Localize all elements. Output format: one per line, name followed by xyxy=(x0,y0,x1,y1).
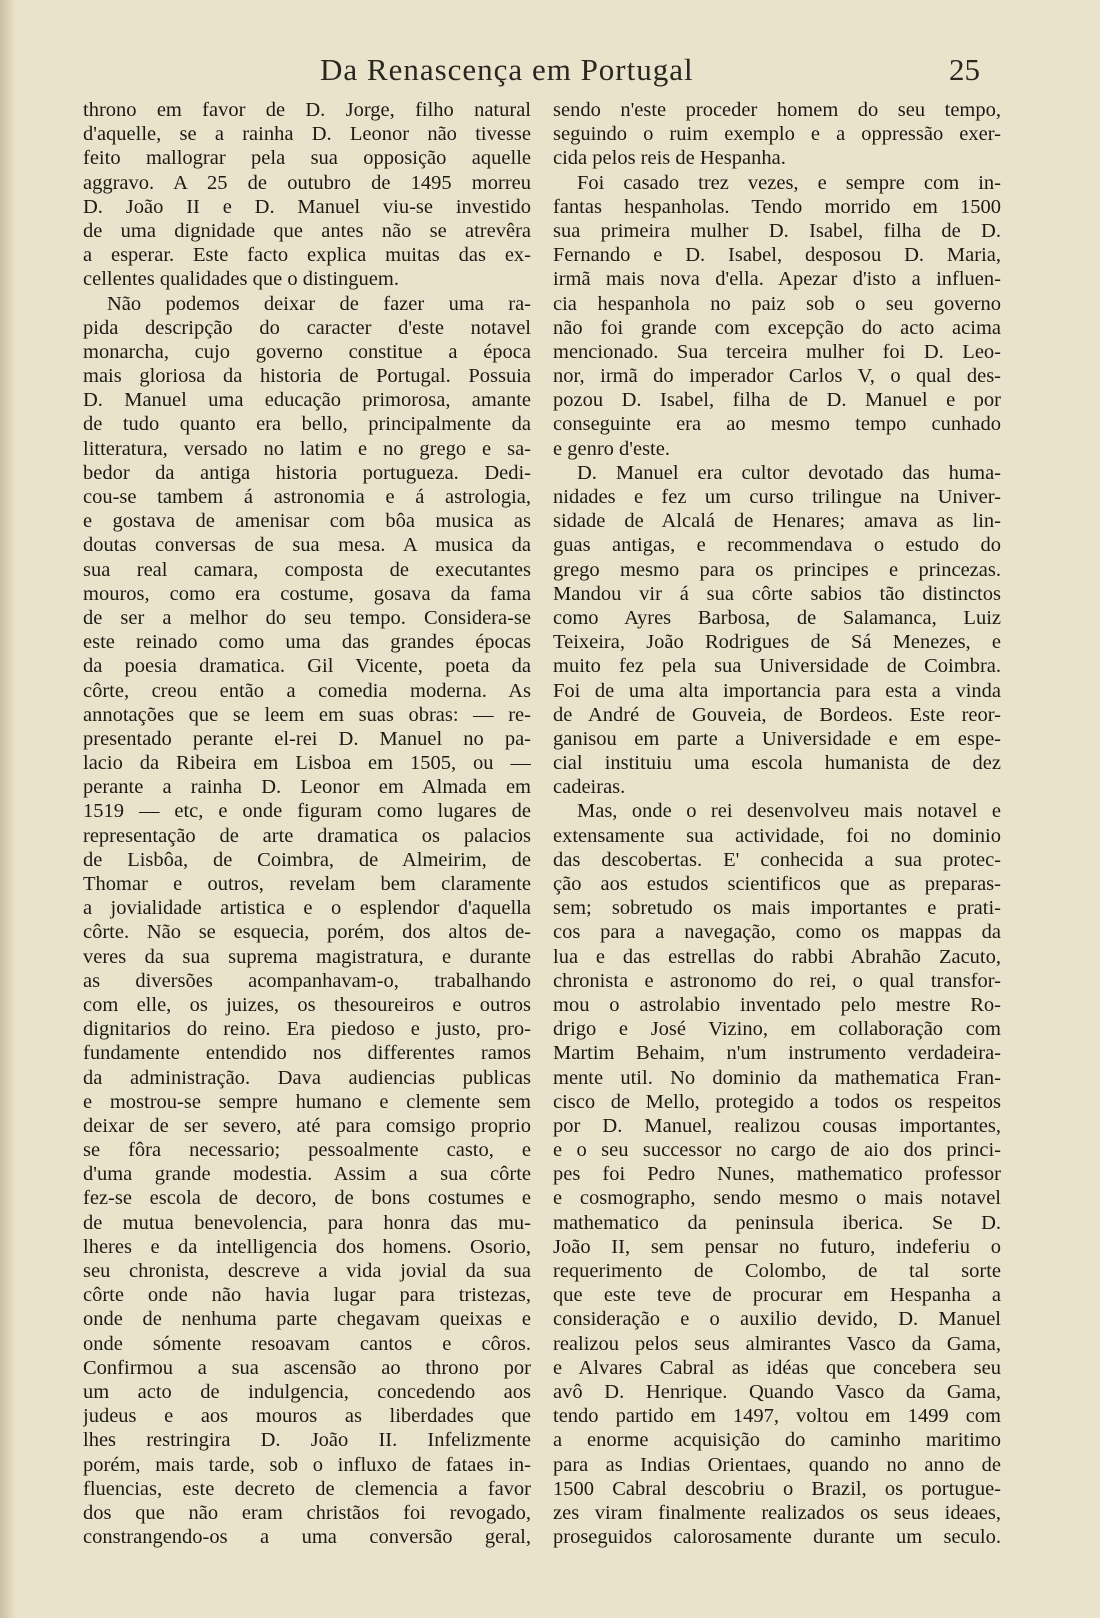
text-line: cia hespanhola no paiz sob o seu governo xyxy=(553,292,1001,315)
text-line: com elle, os juizes, os thesoureiros e outros xyxy=(83,993,531,1016)
text-line: nidades e fez um curso trilingue na Univer- xyxy=(553,486,1001,508)
text-line: seguindo o ruim exemplo e a oppressão exer- xyxy=(553,123,1001,146)
text-line: onde de nenhuma parte chegavam queixas e xyxy=(83,1308,531,1331)
page-header xyxy=(320,52,980,92)
text-line: zes viram finalmente realizados os seus ideaes, xyxy=(553,1501,1001,1524)
text-line: cellentes qualidades que o distinguem. xyxy=(83,268,399,291)
text-line: e mostrou-se sempre humano e clemente sem xyxy=(83,1090,531,1113)
text-line: Foi casado trez vezes, e sempre com in- xyxy=(577,171,1001,194)
text-line: cou-se tambem á astronomia e á astrologia, xyxy=(83,486,531,508)
text-line: consideração e o auxilio devido, D. Manuel xyxy=(553,1308,1001,1331)
text-line: como Ayres Barbosa, de Salamanca, Luiz xyxy=(553,606,1001,629)
text-line: Foi de uma alta importancia para esta a vinda xyxy=(553,679,1001,702)
text-line: lheres e da intelligencia dos homens. Osorio, xyxy=(83,1235,531,1258)
text-line: D. Manuel uma educação primorosa, amante xyxy=(83,389,531,412)
text-line: côrte. Não se esquecia, porém, dos altos de- xyxy=(83,921,531,944)
text-line: lua e das estrellas do rabbi Abrahão Zacuto, xyxy=(553,945,1001,968)
text-line: deixar de ser severo, até para comsigo proprio xyxy=(83,1114,531,1137)
text-line: fantas hespanholas. Tendo morrido em 1500 xyxy=(553,195,1001,218)
text-line: e o seu successor no cargo de aio dos princi- xyxy=(553,1139,1001,1162)
text-line: de André de Gouveia, de Bordeos. Este reor- xyxy=(553,703,1001,726)
text-line: D. Manuel era cultor devotado das huma- xyxy=(577,461,1001,484)
text-line: onde sómente resoavam cantos e côros. xyxy=(83,1332,531,1355)
text-line: guas antigas, e recommendava o estudo do xyxy=(553,534,1001,557)
text-line: côrte onde não havia lugar para tristezas, xyxy=(83,1284,531,1307)
text-line: da administração. Dava audiencias publicas xyxy=(83,1066,531,1089)
running-title: Da Renascença em Portugal xyxy=(320,52,694,87)
text-line: das descobertas. E' conhecida a sua protec- xyxy=(553,848,1001,871)
text-line: sua real camara, composta de executantes xyxy=(83,558,531,581)
text-line: Fernando e D. Isabel, desposou D. Maria, xyxy=(553,244,1001,267)
text-line: monarcha, cujo governo constitue a época xyxy=(83,340,531,363)
text-line: avô D. Henrique. Quando Vasco da Gama, xyxy=(553,1380,1001,1403)
text-line: lhes restringira D. João II. Infelizmente xyxy=(83,1429,531,1452)
text-line: requerimento de Colombo, de tal sorte xyxy=(553,1260,1001,1282)
text-line: feito mallograr pela sua opposição aquelle xyxy=(83,147,531,170)
text-line: não foi grande com excepção do acto acima xyxy=(553,316,1001,339)
text-line: 1500 Cabral descobriu o Brazil, os portugue- xyxy=(553,1477,1001,1500)
text-line: sua primeira mulher D. Isabel, filha de D. xyxy=(553,219,1001,242)
text-line: e cosmographo, sendo mesmo o mais notavel xyxy=(553,1187,1001,1210)
page-binding-shadow xyxy=(0,0,16,1618)
text-line: drigo e José Vizino, em collaboração com xyxy=(553,1018,1001,1041)
text-line: grego mesmo para os principes e princezas. xyxy=(553,558,1001,581)
text-line: cos para a navegação, como os mappas da xyxy=(553,921,1001,944)
text-line: porém, mais tarde, sob o influxo de fataes in- xyxy=(83,1453,531,1476)
text-line: muito fez pela sua Universidade de Coimbra. xyxy=(553,655,1001,678)
text-line: Martim Behaim, n'um instrumento verdadeira- xyxy=(553,1042,1001,1065)
text-line: as diversões acompanhavam-o, trabalhando xyxy=(83,969,531,992)
text-line: chronista e astronomo do rei, o qual transfor- xyxy=(553,969,1001,992)
text-line: de uma dignidade que antes não se atrevêra xyxy=(83,219,531,242)
text-line: presentado perante el-rei D. Manuel no pa- xyxy=(83,727,531,750)
text-line: a enorme acquisição do caminho maritimo xyxy=(553,1429,1001,1452)
text-line: ção aos estudos scientificos que as preparas- xyxy=(553,873,1001,895)
text-line: annotações que se leem em suas obras: — re- xyxy=(83,703,531,726)
text-line: a esperar. Este facto explica muitas das ex- xyxy=(83,244,531,267)
text-line: de tudo quanto era bello, principalmente da xyxy=(83,413,531,436)
text-line: D. João II e D. Manuel viu-se investido xyxy=(83,195,531,218)
text-line: tendo partido em 1497, voltou em 1499 com xyxy=(553,1405,1001,1428)
text-line: mouros, como era costume, gosava da fama xyxy=(83,582,531,605)
text-line: lacio da Ribeira em Lisboa em 1505, ou — xyxy=(83,752,531,775)
text-line: mencionado. Sua terceira mulher foi D. Leo- xyxy=(553,340,1001,363)
text-line: proseguidos calorosamente durante um seculo. xyxy=(553,1526,1001,1549)
text-line: perante a rainha D. Leonor em Almada em xyxy=(83,776,531,799)
text-line: Não podemos deixar de fazer uma ra- xyxy=(107,292,531,315)
text-line: a jovialidade artistica e o esplendor d'aquella xyxy=(83,897,531,920)
text-line: pes foi Pedro Nunes, mathematico professor xyxy=(553,1163,1001,1186)
text-line: de Lisbôa, de Coimbra, de Almeirim, de xyxy=(83,848,531,871)
text-line: fez-se escola de decoro, de bons costumes e xyxy=(83,1187,531,1210)
text-line: extensamente sua actividade, foi no dominio xyxy=(553,824,1001,847)
text-line: conseguinte era ao mesmo tempo cunhado xyxy=(553,413,1001,436)
text-line: seu chronista, descreve a vida jovial da sua xyxy=(83,1260,531,1282)
text-line: por D. Manuel, realizou cousas importantes, xyxy=(553,1114,1001,1137)
text-line: e gostava de amenisar com bôa musica as xyxy=(83,510,531,533)
text-line: constrangendo-os a uma conversão geral, xyxy=(83,1526,531,1549)
text-line: pozou D. Isabel, filha de D. Manuel e por xyxy=(553,389,1001,412)
text-line: para as Indias Orientaes, quando no anno de xyxy=(553,1453,1001,1476)
text-line: aggravo. A 25 de outubro de 1495 morreu xyxy=(83,171,531,194)
text-line: judeus e aos mouros as liberdades que xyxy=(83,1405,531,1428)
text-line: d'aquelle, se a rainha D. Leonor não tivesse xyxy=(83,123,531,146)
text-line: mou o astrolabio inventado pelo mestre Ro- xyxy=(553,993,1001,1016)
text-line: mente util. No dominio da mathematica Fran- xyxy=(553,1066,1001,1089)
text-line: representação de arte dramatica os palacios xyxy=(83,824,531,847)
text-line: e genro d'este. xyxy=(553,437,670,460)
text-line: Mas, onde o rei desenvolveu mais notavel e xyxy=(577,800,1001,823)
text-line: se fôra necessario; pessoalmente casto, e xyxy=(83,1139,531,1162)
text-line: 1519 — etc, e onde figuram como lugares de xyxy=(83,800,531,823)
text-line: Thomar e outros, revelam bem claramente xyxy=(83,873,531,895)
text-line: ganisou em parte a Universidade e em espe- xyxy=(553,727,1001,750)
text-line: sem; sobretudo os mais importantes e prati- xyxy=(553,897,1001,920)
right-text-column xyxy=(553,98,1001,1549)
text-line: este reinado como uma das grandes épocas xyxy=(83,631,531,654)
text-line: doutas conversas de sua mesa. A musica da xyxy=(83,534,531,557)
text-line: côrte, creou então a comedia moderna. As xyxy=(83,679,531,702)
text-line: fluencias, este decreto de clemencia a favor xyxy=(83,1477,531,1500)
text-line: dignitarios do reino. Era piedoso e justo, pro- xyxy=(83,1018,531,1041)
text-line: mathematico da peninsula iberica. Se D. xyxy=(553,1211,1001,1234)
text-line: Confirmou a sua ascensão ao throno por xyxy=(83,1356,531,1379)
text-line: cisco de Mello, protegido a todos os respeitos xyxy=(553,1090,1001,1113)
text-line: pida descripção do caracter d'este notavel xyxy=(83,316,531,339)
text-line: João II, sem pensar no futuro, indeferiu o xyxy=(553,1235,1001,1258)
page-number: 25 xyxy=(949,52,980,87)
text-line: de mutua benevolencia, para honra das mu- xyxy=(83,1211,531,1234)
text-line: dos que não eram christãos foi revogado, xyxy=(83,1501,531,1524)
text-line: irmã mais nova d'ella. Apezar d'isto a influen- xyxy=(553,268,1001,291)
text-line: e Alvares Cabral as idéas que concebera seu xyxy=(553,1356,1001,1379)
text-line: d'uma grande modestia. Assim a sua côrte xyxy=(83,1163,531,1186)
text-line: fundamente entendido nos differentes ramos xyxy=(83,1042,531,1065)
text-line: nor, irmã do imperador Carlos V, o qual des- xyxy=(553,365,1001,388)
text-line: da poesia dramatica. Gil Vicente, poeta da xyxy=(83,655,531,678)
left-text-column xyxy=(83,98,531,1549)
text-line: sendo n'este proceder homem do seu tempo, xyxy=(553,99,1001,121)
text-line: cida pelos reis de Hespanha. xyxy=(553,147,786,170)
text-line: mais gloriosa da historia de Portugal. Possuia xyxy=(83,365,531,388)
text-line: sidade de Alcalá de Henares; amava as lin- xyxy=(553,510,1001,533)
text-line: de ser a melhor do seu tempo. Considera-se xyxy=(83,606,531,629)
text-line: cadeiras. xyxy=(553,776,626,799)
text-line: Teixeira, João Rodrigues de Sá Menezes, e xyxy=(553,631,1001,654)
text-line: um acto de indulgencia, concedendo aos xyxy=(83,1380,531,1403)
text-line: que este teve de procurar em Hespanha a xyxy=(553,1284,1001,1307)
text-line: cial instituiu uma escola humanista de dez xyxy=(553,752,1001,775)
text-line: veres da sua suprema magistratura, e durante xyxy=(83,945,531,968)
text-line: realizou pelos seus almirantes Vasco da Gama, xyxy=(553,1332,1001,1355)
text-line: litteratura, versado no latim e no grego e sa- xyxy=(83,437,531,460)
text-line: throno em favor de D. Jorge, filho natural xyxy=(83,99,531,121)
text-line: bedor da antiga historia portugueza. Dedi- xyxy=(83,461,531,484)
text-line: Mandou vir á sua côrte sabios tão distinctos xyxy=(553,582,1001,605)
